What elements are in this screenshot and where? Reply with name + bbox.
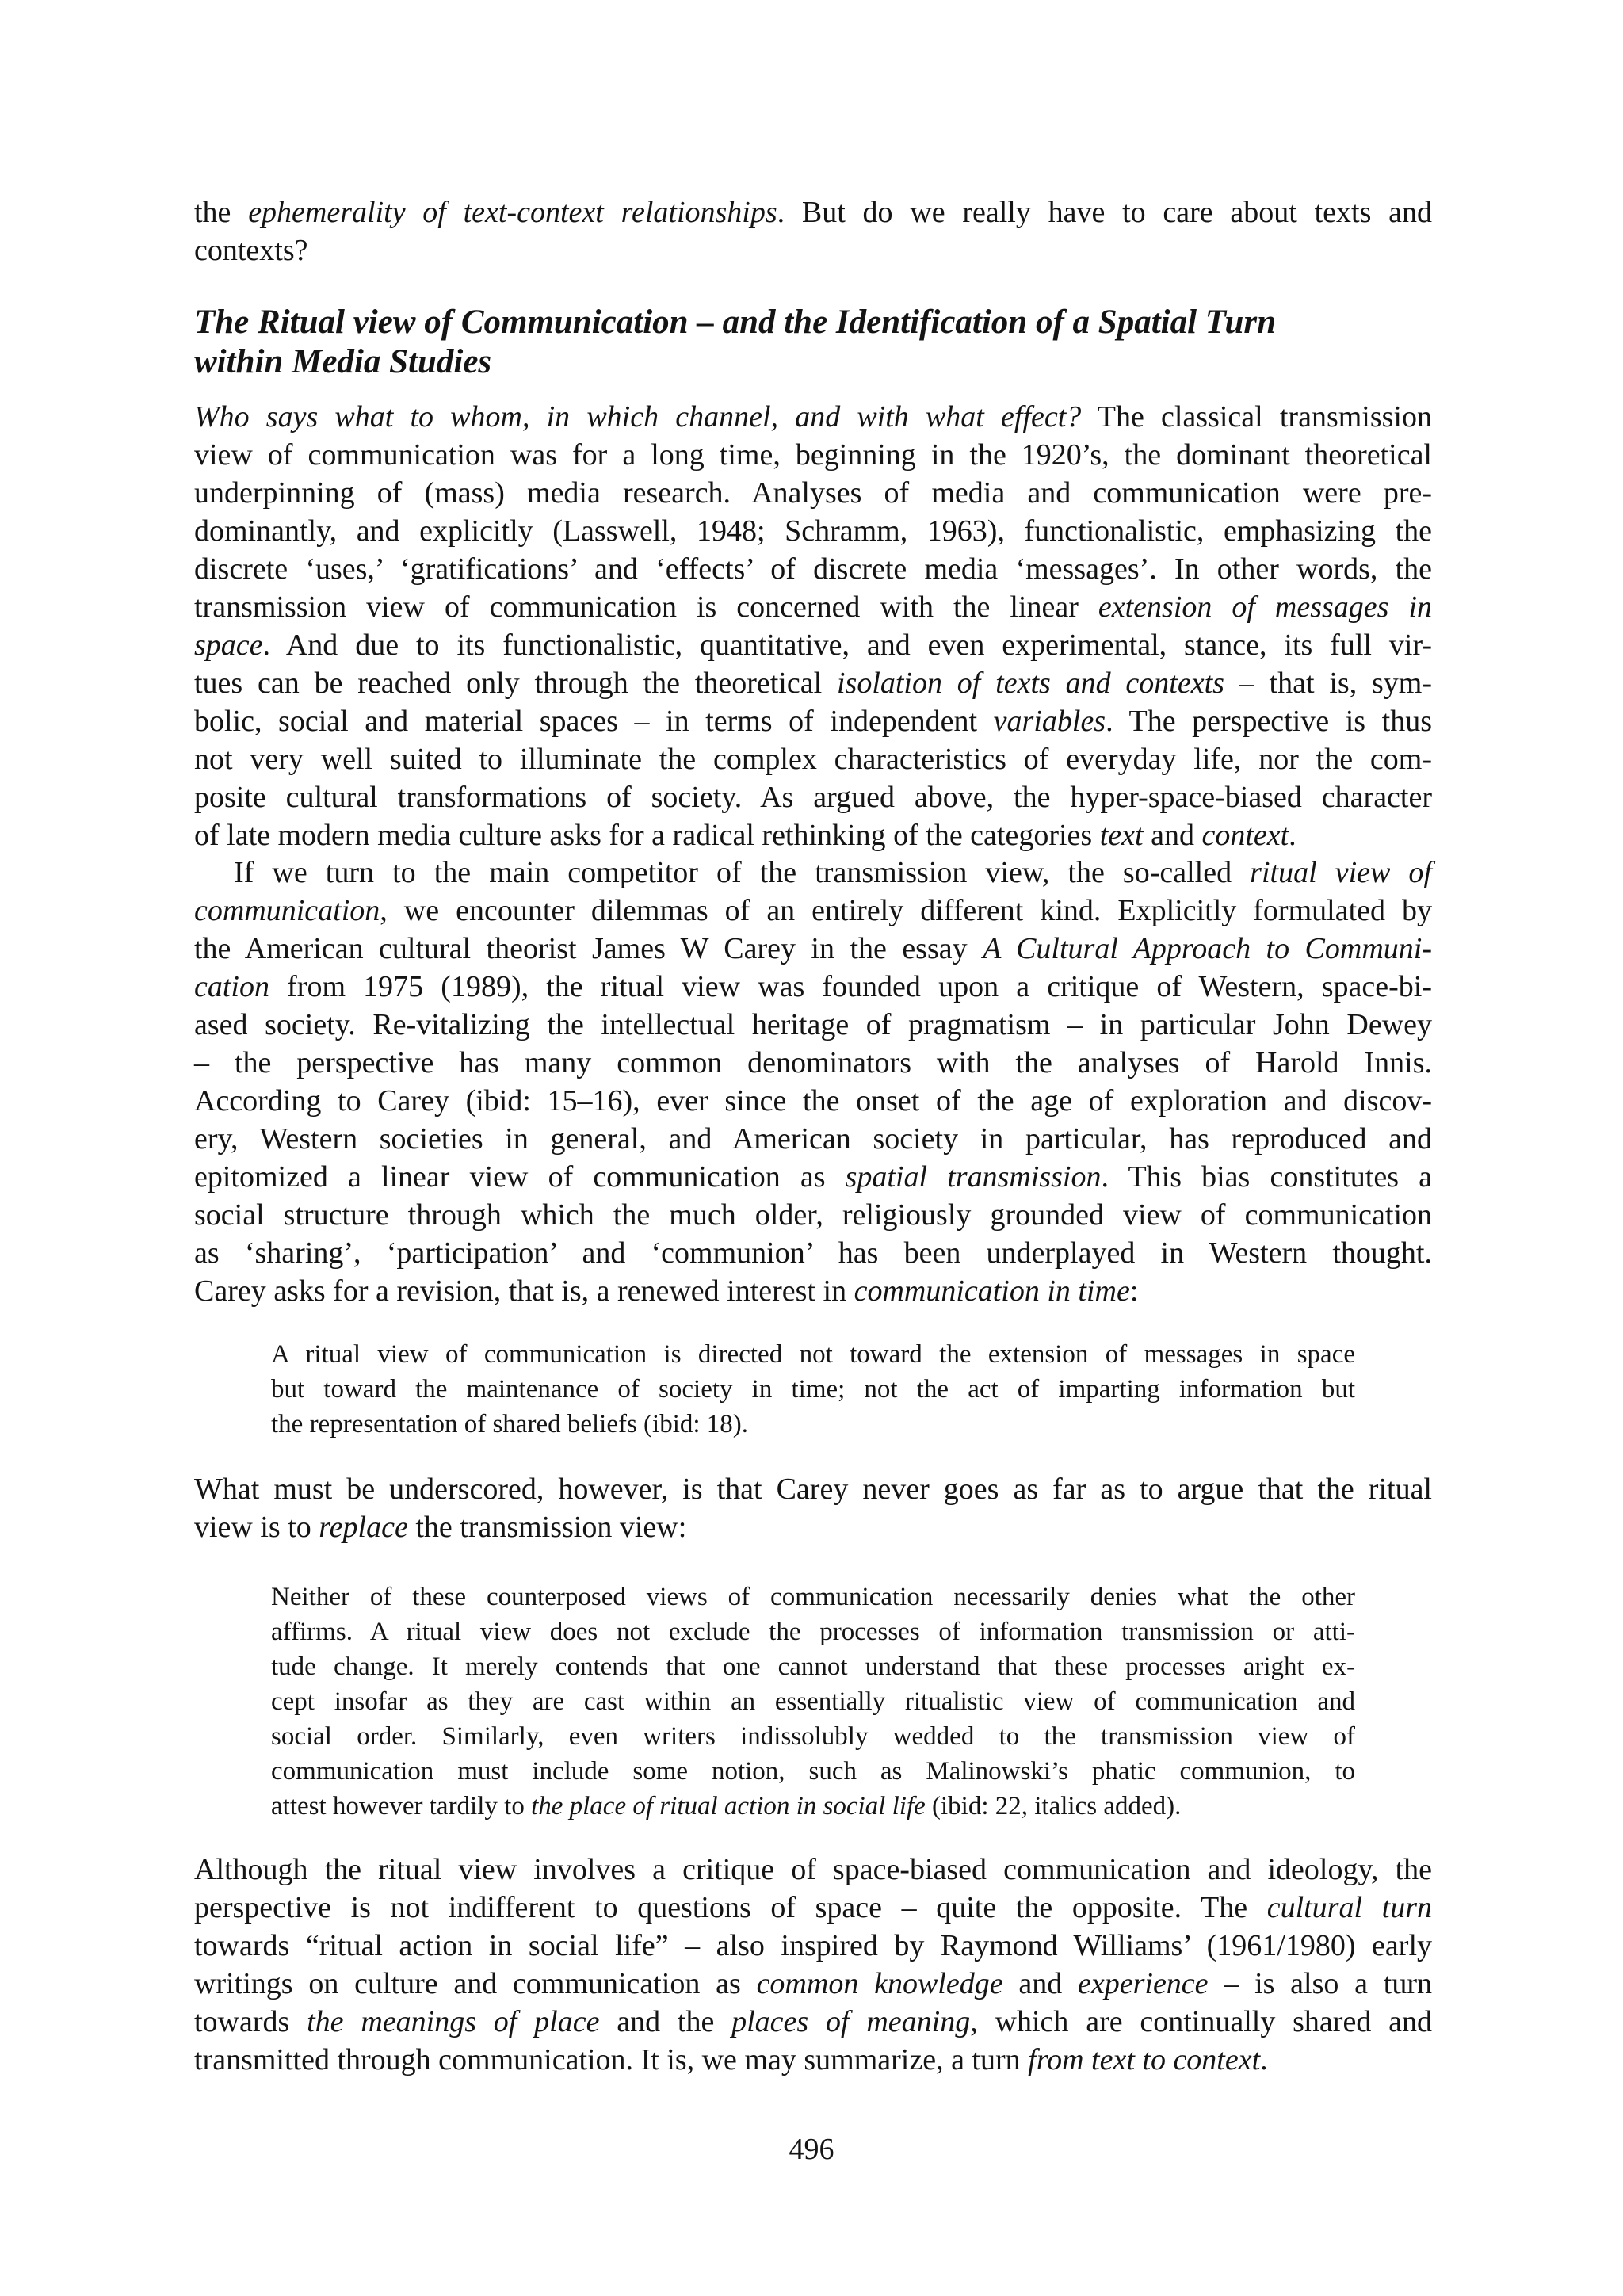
section-paragraph: Who says what to whom, in which channel, and with what effect? The classical transmission view of communication was for a long time, beginning in the 1920’s, the dominant theoretical underpinning of (mass) media research. Analyses of media and communication were pre- dominantly, and explicitly (Lasswell, 1948; Schramm, 1963), functionalistic, emphasizing the discrete ‘uses,’ ‘gratifications’ and ‘effects’ of discrete media ‘messages’. In other words, the transmission view of communication is concerned with the linear extension of messages in space. And due to its functionalistic, quantitative, and even experimental, stance, its full vir- tues can be reached only through the theoretical isolation of texts and contexts – that is, sym- bolic, social and material spaces – in terms of independent variables. The perspective is thus not very well suited to illuminate the complex characteristics of everyday life, nor the com- posite cultural transformations of society. As argued above, the hyper-space-biased character of late modern media culture asks for a radical rethinking of the categories text and context. <box>194 400 1433 852</box>
block-quote-1: A ritual view of communication is directed not toward the extension of messages in space but toward the maintenance of society in time; not the act of imparting information but the representation of shared beliefs (ibid: 18). <box>271 1340 1355 1438</box>
top-paragraph: the ephemerality of text-context relationships. But do we really have to care about texts and contexts? <box>194 196 1432 267</box>
block-quote-2: Neither of these counterposed views of communication necessarily denies what the other affirms. A ritual view does not exclude the processes of information transmission or atti- tude change. It merely contends that one cannot understand that these processes aright ex- cept insofar as they are cast within an essentially ritualistic view of communication and social order. Similarly, even writers indissolubly wedded to the transmission view of communication must include some notion, such as Malinowski’s phatic communion, to attest however tardily to the place of ritual action in social life (ibid: 22, italics added). <box>271 1583 1355 1820</box>
section-heading: The Ritual view of Communication – and the Identification of a Spatial Turn within Media Studies <box>194 304 1277 380</box>
final-paragraph: Although the ritual view involves a critique of space-biased communication and ideology, the perspective is not indifferent to questions of space – quite the opposite. The cultural turn towards “ritual action in social life” – also inspired by Raymond Williams’ (1961/1980) early writings on culture and communication as common knowledge and experience – is also a turn towards the meanings of place and the places of meaning, which are continually shared and transmitted through communication. It is, we may summarize, a turn from text to context. <box>194 1853 1433 2076</box>
carey-paragraph: If we turn to the main competitor of the transmission view, the so-called ritual view of communication, we encounter dilemmas of an entirely different kind. Explicitly formulated by the American cultural theorist James W Carey in the essay A Cultural Approach to Communi- cation from 1975 (1989), the ritual view was founded upon a critique of Western, space-bi- ased society. Re-vitalizing the intellectual heritage of pragmatism – in particular John Dewey – the perspective has many common denominators with the analyses of Harold Innis. According to Carey (ibid: 15–16), ever since the onset of the age of exploration and discov- ery, Western societies in general, and American society in particular, has reproduced and epitomized a linear view of communication as spatial transmission. This bias constitutes a social structure through which the much older, religiously grounded view of communication as ‘sharing’, ‘participation’ and ‘communion’ has been underplayed in Western thought. Carey asks for a revision, that is, a renewed interest in communication in time: <box>194 856 1433 1308</box>
underscore-paragraph: What must be underscored, however, is that Carey never goes as far as to argue that the ritual view is to replace the transmission view: <box>194 1473 1432 1544</box>
page-number: 496 <box>789 2133 834 2166</box>
